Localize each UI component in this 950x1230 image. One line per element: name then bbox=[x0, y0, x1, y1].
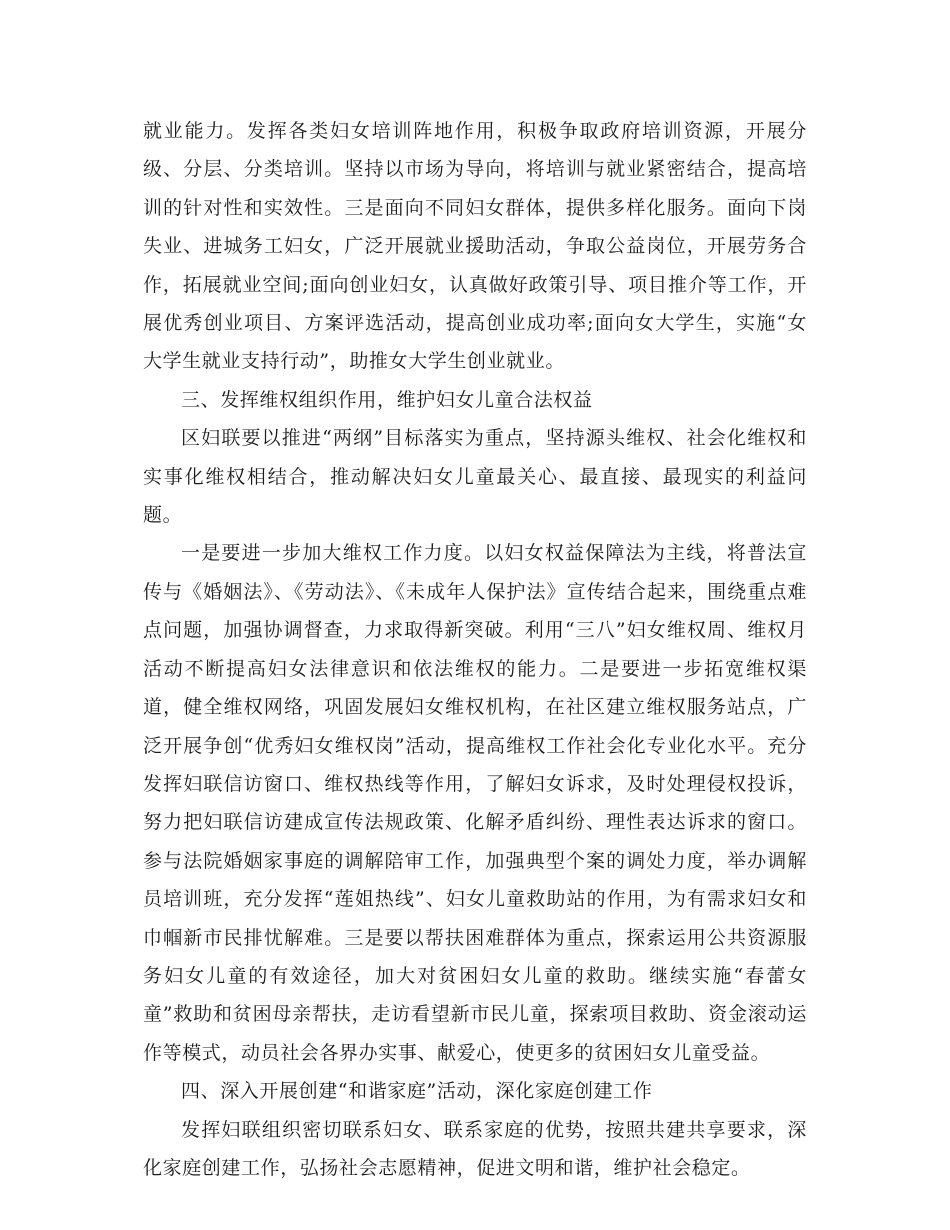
section-heading-3: 三、发挥维权组织作用，维护妇女儿童合法权益 bbox=[181, 388, 593, 411]
section-heading-4: 四、深入开展创建“和谐家庭”活动，深化家庭创建工作 bbox=[181, 1080, 653, 1103]
paragraph-measures: 一是要进一步加大维权工作力度。以妇女权益保障法为主线，将普法宣传与《婚姻法》、《劳动法》、《未成年人保护法》宣传结合起来，围绕重点难点问题，加强协调督查，力求取得新突破。利用“三八”妇女维权周、维权月活动不断提高妇女法律意识和依法维权的能力。二是要进一步拓宽维权渠道，健全维权网络，巩固发展妇女维权机构，在社区建立维权服务站点，广泛开展争创“优秀妇女维权岗”活动，提高维权工作社会化专业化水平。充分发挥妇联信访窗口、维权热线等作用，了解妇女诉求，及时处理侵权投诉，努力把妇联信访建成宣传法规政策、化解矛盾纠纷、理性表达诉求的窗口。参与法院婚姻家事庭的调解陪审工作，加强典型个案的调处力度，举办调解员培训班，充分发挥“莲姐热线”、妇女儿童救助站的作用，为有需求妇女和巾帼新市民排忧解难。三是要以帮扶困难群体为重点，探索运用公共资源服务妇女儿童的有效途径，加大对贫困妇女儿童的救助。继续实施“春蕾女童”救助和贫困母亲帮扶，走访看望新市民儿童，探索项目救助、资金滚动运作等模式，动员社会各界办实事、献爱心，使更多的贫困妇女儿童受益。 bbox=[143, 542, 807, 1064]
paragraph-intro: 区妇联要以推进“两纲”目标落实为重点，坚持源头维权、社会化维权和实事化维权相结合，推动解决妇女儿童最关心、最直接、最现实的利益问题。 bbox=[143, 427, 807, 527]
document-body bbox=[143, 112, 807, 1187]
paragraph-continuation: 就业能力。发挥各类妇女培训阵地作用，积极争取政府培训资源，开展分级、分层、分类培训。坚持以市场为导向，将培训与就业紧密结合，提高培训的针对性和实效性。三是面向不同妇女群体，提供多样化服务。面向下岗失业、进城务工妇女，广泛开展就业援助活动，争取公益岗位，开展劳务合作，拓展就业空间;面向创业妇女，认真做好政策引导、项目推介等工作，开展优秀创业项目、方案评选活动，提高创业成功率;面向女大学生，实施“女大学生就业支持行动”，助推女大学生创业就业。 bbox=[143, 120, 807, 373]
paragraph-family: 发挥妇联组织密切联系妇女、联系家庭的优势，按照共建共享要求，深化家庭创建工作，弘扬社会志愿精神，促进文明和谐，维护社会稳定。 bbox=[143, 1118, 807, 1179]
